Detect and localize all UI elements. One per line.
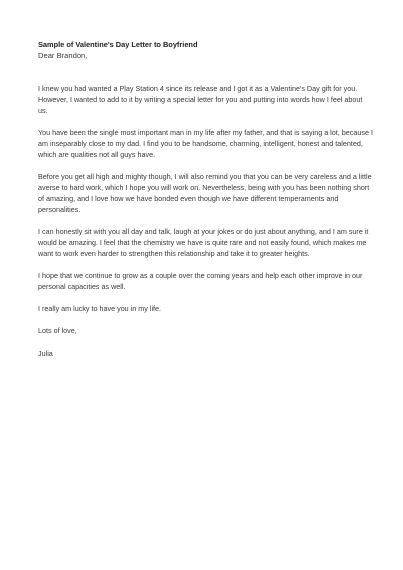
paragraph-2: You have been the single most important man in my life after my father, and that is saying a lot, because I am inseparably close to my dad. I find you to be handsome, charming, intelligent, honest and talented, which are qualities not all guys have.	[38, 128, 373, 159]
letter-body	[38, 83, 373, 359]
paragraph-1: I knew you had wanted a Play Station 4 since its release and I got it as a Valentine's Day gift for you. However, I wanted to add to it by writing a special letter for you and putting into words how I feel about us.	[38, 84, 363, 115]
paragraph-6: I really am lucky to have you in my life.	[38, 304, 162, 313]
paragraph-5: I hope that we continue to grow as a couple over the coming years and help each other improve in our personal capacities as well.	[38, 271, 363, 291]
letter-title: Sample of Valentine's Day Letter to Boyfriend	[38, 40, 198, 49]
salutation: Dear Brandon,	[38, 51, 88, 60]
signature: Julia	[38, 349, 53, 358]
closing: Lots of love,	[38, 326, 77, 335]
paragraph-4: I can honestly sit with you all day and talk, laugh at your jokes or do just about anything, and I am sure it would be amazing. I feel that the chemistry we have is quite rare and not easily found, which makes me want to work even harder to strengthen this relationship and take it to greater heights.	[38, 227, 369, 258]
paragraph-3: Before you get all high and mighty though, I will also remind you that you can be very careless and a little averse to hard work, which I hope you will work on. Nevertheless, being with you has been nothing short of amazing, and I love how we have bonded even though we have different temperaments and personalities.	[38, 172, 372, 214]
